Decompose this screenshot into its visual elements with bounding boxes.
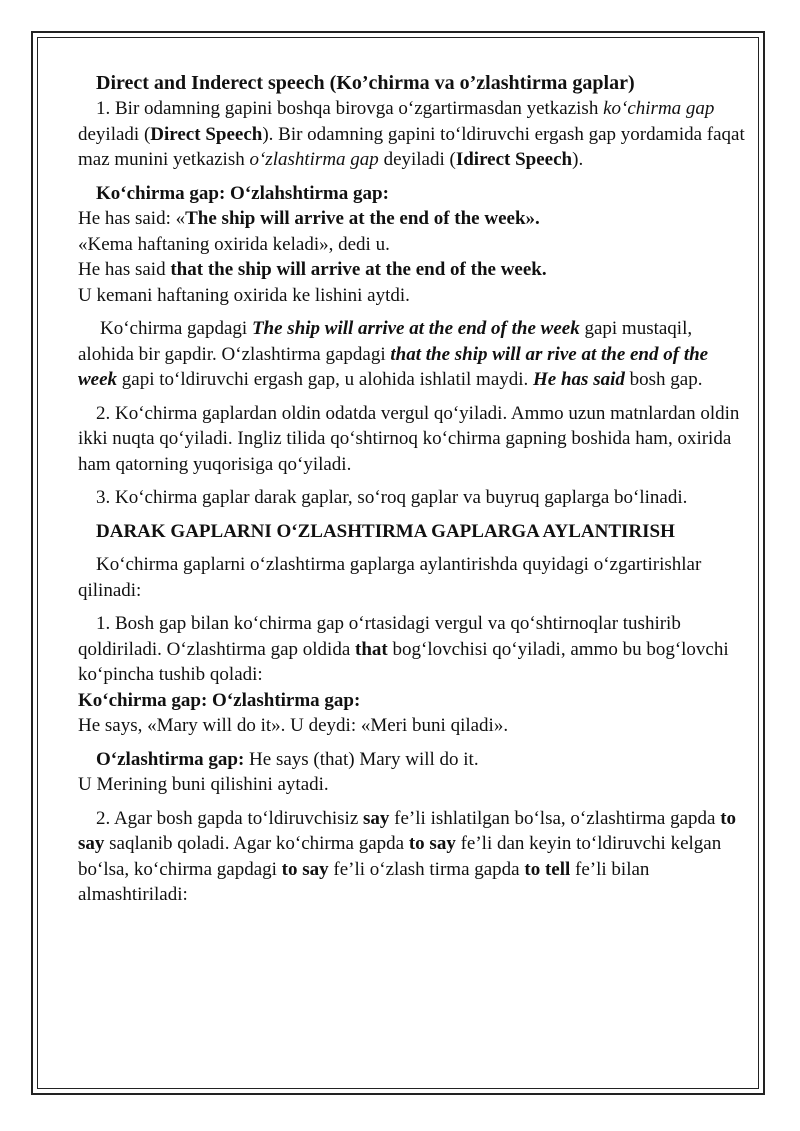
term-direct: ko‘chirma gap xyxy=(603,98,715,119)
text: He has said xyxy=(78,259,171,280)
keyword: to say xyxy=(78,807,737,854)
quote-bold-italic: He has said xyxy=(533,369,625,390)
term-indirect: o‘zlashtirma gap xyxy=(249,149,379,170)
example-line: «Kema haftaning oxirida keladi», dedi u. xyxy=(78,233,390,255)
example-line xyxy=(78,257,748,283)
example-line xyxy=(78,747,748,773)
example-line: U kemani haftaning oxirida ke lishini aytdi. xyxy=(78,284,410,306)
text: saqlanib qoladi. Agar ko‘chirma gapda xyxy=(104,833,409,854)
paragraph-explanation xyxy=(78,316,748,393)
example-line xyxy=(78,206,748,232)
text: gapi mustaqil, alohida bir gapdir. O‘zlashtirma gapdagi xyxy=(78,318,693,365)
text: fe’li bilan almashtiriladi: xyxy=(78,858,650,905)
example-heading xyxy=(78,688,748,714)
section-heading xyxy=(78,519,748,545)
heading-text: Ko‘chirma gap: O‘zlahshtirma gap: xyxy=(96,182,389,204)
keyword: to say xyxy=(408,833,456,854)
paragraph-rule-2 xyxy=(78,806,748,908)
paragraph-intro: Ko‘chirma gaplarni o‘zlashtirma gaplarga aylantirishda quyidagi o‘zgartirishlar qilinadi: xyxy=(78,554,702,601)
text: He has said: « xyxy=(78,208,186,229)
text: bog‘lovchisi qo‘yiladi, ammo bu bog‘lovchi ko‘pincha tushib qoladi: xyxy=(78,638,729,685)
text: gapi to‘ldiruvchi ergash gap, u alohida ishlatil maydi. xyxy=(117,369,534,390)
text: ). Bir odamning gapini to‘ldiruvchi ergash gap yordamida faqat maz munini yetkazish xyxy=(78,123,745,170)
quote-bold: that the ship will arrive at the end of the week. xyxy=(170,259,547,280)
page-title: Direct and Inderect speech (Ko’chirma va o’zlashtirma gaplar) xyxy=(96,72,635,94)
label-bold: O‘zlashtirma gap: xyxy=(96,748,245,770)
quote-bold-italic: The ship will arrive at the end of the week xyxy=(251,318,580,339)
paragraph-punctuation: 2. Ko‘chirma gaplardan oldin odatda vergul qo‘yiladi. Ammo uzun matnlardan oldin ikki nuqta qo‘yiladi. Ingliz tilida qo‘shtirnoq ko‘chirma gapning boshida ham, oxirida ham qatorning yuqorisiga qo‘yiladi. xyxy=(78,402,740,475)
quote-bold: The ship will arrive at the end of the week». xyxy=(185,208,540,229)
term-indirect-en: Idirect Speech xyxy=(455,149,573,170)
heading-text: DARAK GAPLARNI O‘ZLASHTIRMA GAPLARGA AYLANTIRISH xyxy=(96,520,675,542)
keyword: to say xyxy=(281,858,329,880)
keyword: say xyxy=(363,807,390,829)
text: ). xyxy=(572,149,584,170)
text: 1. Bir odamning gapini boshqa birovga o‘zgartirmasdan yetkazish xyxy=(96,98,604,119)
quote-bold-italic: that the ship will ar rive at the end of the week xyxy=(78,343,709,390)
example-heading xyxy=(78,181,748,207)
text: bosh gap. xyxy=(624,369,703,390)
text: deyiladi ( xyxy=(78,123,151,145)
keyword: that xyxy=(355,638,388,660)
text: 2. Agar bosh gapda to‘ldiruvchisiz xyxy=(96,807,364,829)
text: fe’li o‘zlash tirma gapda xyxy=(328,858,525,880)
paragraph-types: 3. Ko‘chirma gaplar darak gaplar, so‘roq gaplar va buyruq gaplarga bo‘linadi. xyxy=(96,487,688,508)
paragraph-rule-1 xyxy=(78,611,748,688)
text: fe’li ishlatilgan bo‘lsa, o‘zlashtirma gapda xyxy=(389,807,721,829)
example-line: He says, «Mary will do it». U deydi: «Meri buni qiladi». xyxy=(78,715,509,736)
example-line: U Merining buni qilishini aytadi. xyxy=(78,774,329,795)
paragraph-definition xyxy=(78,96,748,173)
text: Ko‘chirma gapdagi xyxy=(100,318,252,339)
text: He says (that) Mary will do it. xyxy=(244,748,479,770)
text: 1. Bosh gap bilan ko‘chirma gap o‘rtasidagi vergul va qo‘shtirnoqlar tushirib qoldiriladi. O‘zlashtirma gap oldida xyxy=(78,613,681,660)
term-direct-en: Direct Speech xyxy=(150,123,263,145)
text: deyiladi ( xyxy=(378,149,456,170)
text: fe’li dan keyin to‘ldiruvchi kelgan bo‘lsa, ko‘chirma gapdagi xyxy=(78,833,722,880)
document-body xyxy=(78,70,748,908)
heading-text: Ko‘chirma gap: O‘zlashtirma gap: xyxy=(78,689,361,711)
keyword: to tell xyxy=(524,858,571,880)
